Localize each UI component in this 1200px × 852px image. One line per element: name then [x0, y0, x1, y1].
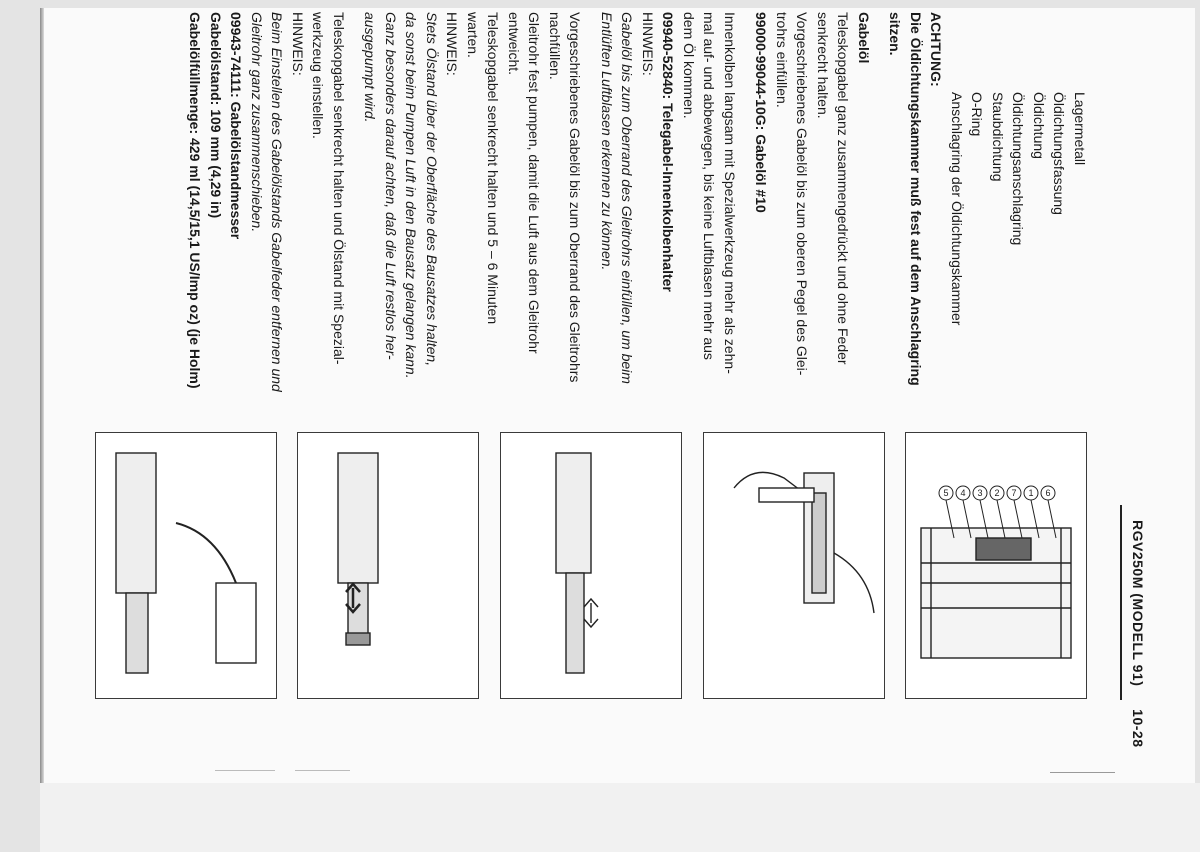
note-text: Gabelöl bis zum Oberrand des Gleitrohrs einfüllen, um beim	[619, 12, 636, 384]
step-text: Teleskopgabel senkrecht halten und Ölstand mit Spezial-	[331, 12, 347, 365]
part-item: Anschlagring der Öldichtungskammer	[949, 92, 965, 326]
figure-pump-tool	[500, 432, 682, 699]
callout-label: 4	[960, 488, 966, 498]
footer-rule	[215, 770, 275, 771]
note-text: Beim Einstellen des Gabelölstands Gabelfeder entfernen und	[269, 12, 286, 392]
callout-label: 7	[1011, 488, 1017, 498]
footer-rule	[295, 770, 350, 771]
step-text: mal auf- und abbewegen, bis keine Luftblasen mehr aus	[701, 12, 718, 360]
page-header	[1130, 520, 1146, 747]
oil-filling-drawing	[704, 433, 884, 698]
step-text: werkzeug einstellen.	[310, 12, 327, 139]
step-text: trohrs einfüllen.	[774, 12, 790, 108]
step-text: Vorgeschriebenes Gabelöl bis zum oberen Pegel des Glei-	[794, 12, 811, 376]
note-text: Entlüften Luftblasen erkennen zu können.	[599, 12, 615, 271]
figure-oil-filling	[703, 432, 885, 699]
callout-label: 6	[1045, 488, 1051, 498]
piston-holder-drawing	[298, 433, 478, 698]
figure-level-gauge	[95, 432, 277, 699]
footer-rule	[1050, 772, 1115, 773]
warning-text: Die Öldichtungskammer muß fest auf dem Anschlagring	[908, 12, 924, 386]
figure-fork-section	[905, 432, 1087, 699]
callout-label: 5	[943, 488, 949, 498]
figure-piston-holder	[297, 432, 479, 699]
step-text: Teleskopgabel senkrecht halten und 5 – 6 Minuten	[485, 12, 502, 325]
tool-reference: 09943-74111: Gabelölstandmesser	[228, 12, 245, 240]
tool-reference: 09940-52840: Telegabel-Innenkolbenhalter	[660, 12, 677, 292]
note-title: HINWEIS:	[290, 12, 306, 76]
model-title: RGV250M (MODELL 91)	[1130, 520, 1146, 687]
page-number: 10-28	[1130, 709, 1146, 748]
scan-margin	[40, 783, 1200, 852]
step-text: Teleskopgabel ganz zusammengedrückt und ohne Feder	[835, 12, 852, 365]
step-text: Innenkolben langsam mit Spezialwerkzeug mehr als zehn-	[722, 12, 738, 374]
spec-amount: Gabelölfüllmenge: 429 ml (14,5/15,1 US/Imp oz) (je Holm)	[187, 12, 204, 389]
step-text: nachfüllen.	[547, 12, 563, 80]
warning-text: sitzen.	[887, 12, 904, 56]
part-item: Öldichtungsfassung	[1051, 92, 1068, 215]
part-item: Öldichtungsanschlagring	[1010, 92, 1027, 246]
note-text: Stets Ölstand über der Oberfläche des Bausatzes halten,	[424, 12, 440, 367]
step-text: warten.	[465, 12, 481, 58]
step-text: entweicht.	[506, 12, 522, 76]
note-text: da sonst beim Pumpen Luft in den Bausatz gelangen kann.	[403, 12, 420, 379]
callout-label: 3	[977, 488, 983, 498]
part-item: O-Ring	[969, 92, 986, 137]
step-text: Vorgeschriebenes Gabelöl bis zum Oberrand des Gleitrohrs	[567, 12, 584, 383]
part-item: Lagermetall	[1072, 92, 1088, 166]
warning-title: ACHTUNG:	[928, 12, 945, 87]
header-rule	[1120, 505, 1122, 700]
note-text: ausgepumpt wird.	[362, 12, 379, 123]
fork-section-drawing	[906, 433, 1086, 698]
step-text: senkrecht halten.	[815, 12, 831, 119]
part-item: Staubdichtung	[990, 92, 1006, 182]
note-title: HINWEIS:	[444, 12, 461, 76]
spec-level: Gabelölstand: 109 mm (4,29 in)	[208, 12, 224, 219]
section-title: Gabelöl	[856, 12, 872, 64]
step-text: Gleitrohr fest pumpen, damit die Luft aus dem Gleitrohr	[526, 12, 543, 354]
note-text: Ganz besonders darauf achten, daß die Luft restlos her-	[383, 12, 399, 360]
pump-tool-drawing	[501, 433, 681, 698]
step-text: dem Öl kommen.	[681, 12, 697, 119]
callout-label: 2	[994, 488, 1000, 498]
note-text: Gleitrohr ganz zusammenschieben.	[249, 12, 265, 233]
callout-label: 1	[1028, 488, 1034, 498]
part-item: Öldichtung	[1031, 92, 1047, 159]
level-gauge-drawing	[96, 433, 276, 698]
note-title: HINWEIS:	[640, 12, 656, 76]
oil-reference: 99000-99044-10G: Gabelöl #10	[753, 12, 770, 213]
